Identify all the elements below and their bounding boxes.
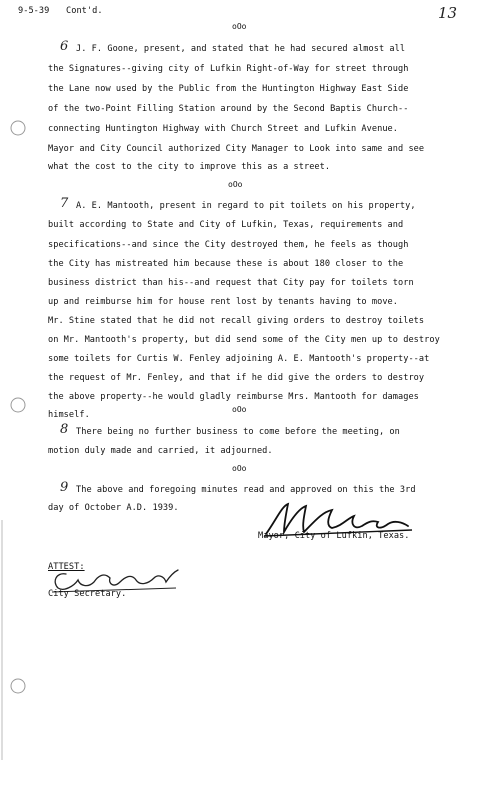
binder-hole-top xyxy=(11,121,25,135)
item-line: Mr. Stine stated that he did not recall giving orders to destroy toilets xyxy=(48,316,425,326)
item-line: of the two-Point Filling Station around by the Second Baptis Church-- xyxy=(48,104,409,114)
separator: oOo xyxy=(232,464,247,473)
separator: oOo xyxy=(232,405,247,414)
attest-label: ATTEST: xyxy=(48,562,85,572)
item-number: 7 xyxy=(60,196,69,211)
item-line: up and reimburse him for house rent lost by tenants having to move. xyxy=(48,297,398,307)
item-line: some toilets for Curtis W. Fenley adjoining A. E. Mantooth's property--at xyxy=(48,354,430,364)
item-line: J. F. Goone, present, and stated that he had secured almost all xyxy=(76,44,406,54)
item-number: 8 xyxy=(60,422,69,437)
item-line: day of October A.D. 1939. xyxy=(48,503,179,513)
item-line: connecting Huntington Highway with Church Street and Lufkin Avenue. xyxy=(48,124,398,134)
item-number: 9 xyxy=(60,480,69,495)
item-line: the request of Mr. Fenley, and that if he did give the orders to destroy xyxy=(48,373,425,383)
item-line: A. E. Mantooth, present in regard to pit toilets on his property, xyxy=(76,201,416,211)
header-contd: Cont'd. xyxy=(66,6,103,16)
mayor-signature-text: M. Glenn xyxy=(422,500,427,501)
item-line: motion duly made and carried, it adjourned. xyxy=(48,446,273,456)
item-line: the above property--he would gladly reimburse Mrs. Mantooth for damages xyxy=(48,392,419,402)
item-line: the Signatures--giving city of Lufkin Right-of-Way for street through xyxy=(48,64,409,74)
item-line: built according to State and City of Lufkin, Texas, requirements and xyxy=(48,220,404,230)
item-line: himself. xyxy=(48,410,90,420)
binder-hole-middle xyxy=(11,398,25,412)
binder-hole-bottom xyxy=(11,679,25,693)
item-line: business district than his--and request that City pay for toilets torn xyxy=(48,278,414,288)
item-line: what the cost to the city to improve this as a street. xyxy=(48,162,331,172)
item-line: specifications--and since the City destroyed them, he feels as though xyxy=(48,240,409,250)
secretary-title: City Secretary. xyxy=(48,589,127,599)
header-date: 9-5-39 xyxy=(18,6,50,16)
item-line: There being no further business to come before the meeting, on xyxy=(76,427,400,437)
separator: oOo xyxy=(228,180,243,189)
item-line: on Mr. Mantooth's property, but did send some of the City men up to destroy xyxy=(48,335,440,345)
item-number: 6 xyxy=(60,39,69,54)
separator: oOo xyxy=(232,22,247,31)
page-number: 13 xyxy=(438,4,458,22)
item-line: the Lane now used by the Public from the Huntington Highway East Side xyxy=(48,84,409,94)
item-line: The above and foregoing minutes read and approved on this the 3rd xyxy=(76,485,416,495)
mayor-title: Mayor, City of Lufkin, Texas. xyxy=(258,531,410,541)
item-line: the City has mistreated him because these is about 180 closer to the xyxy=(48,259,404,269)
item-line: Mayor and City Council authorized City Manager to Look into same and see xyxy=(48,144,425,154)
